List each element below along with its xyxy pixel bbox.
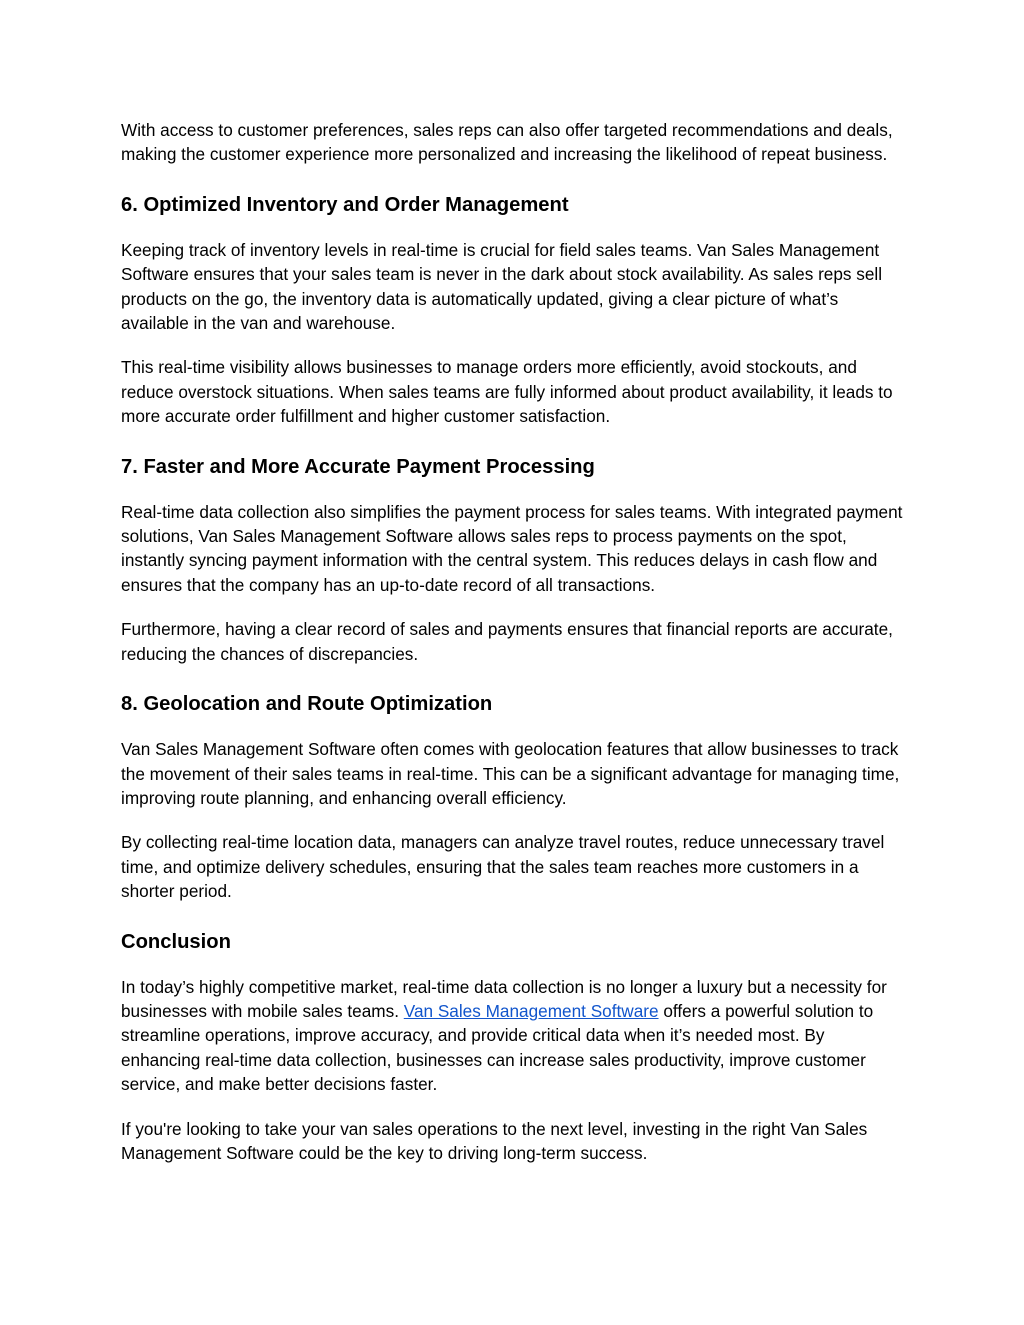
conclusion-paragraph-2: If you're looking to take your van sales operations to the next level, investing in the right Van Sales Management Software could be the key to driving long-term success. [121,1118,868,1163]
intro-paragraph: With access to customer preferences, sales reps can also offer targeted recommendations and deals, making the customer experience more personalized and increasing the likelihood of repeat business. [121,120,893,165]
van-sales-software-link[interactable]: Van Sales Management Software [403,1000,659,1021]
conclusion-heading: Conclusion [121,930,231,953]
section-7-heading: 7. Faster and More Accurate Payment Processing [121,455,595,478]
section-6-heading: 6. Optimized Inventory and Order Management [121,193,569,216]
section-7-paragraph-2: Furthermore, having a clear record of sales and payments ensures that financial reports are accurate, reducing the chances of discrepancies. [121,619,893,664]
section-7-paragraph-1: Real-time data collection also simplifies the payment process for sales teams. With integrated payment solutions, Van Sales Management Software allows sales reps to process payments on the spot, instantly syncing payment information with the central system. This reduces delays in cash flow and ensures that the company has an up-to-date record of all transactions. [121,501,903,595]
section-8-paragraph-1: Van Sales Management Software often comes with geolocation features that allow businesses to track the movement of their sales teams in real-time. This can be a significant advantage for managing time, improving route planning, and enhancing overall efficiency. [121,739,900,808]
section-8-heading: 8. Geolocation and Route Optimization [121,693,493,716]
conclusion-text-after-link: offers a powerful solution to streamline operations, improve accuracy, and provide critical data when it’s needed most. By enhancing real-time data collection, businesses can increase sales productivity, improve customer service, and make better decisions faster. [121,1000,874,1095]
section-8-paragraph-2: By collecting real-time location data, managers can analyze travel routes, reduce unnecessary travel time, and optimize delivery schedules, ensuring that the sales team reaches more customers in a shorter period. [121,832,885,902]
conclusion-text-before-link: In today’s highly competitive market, real-time data collection is no longer a luxury but a necessity for businesses with mobile sales teams. [121,976,887,1021]
document-page [121,118,906,1165]
section-6-paragraph-1: Keeping track of inventory levels in real-time is crucial for field sales teams. Van Sales Management Software ensures that your sales team is never in the dark about stock availability. As sales reps sell products on the go, the inventory data is automatically updated, giving a clear picture of what’s available in the van and warehouse. [121,239,883,334]
section-6-paragraph-2: This real-time visibility allows businesses to manage orders more efficiently, avoid stockouts, and reduce overstock situations. When sales teams are fully informed about product availability, it leads to more accurate order fulfillment and higher customer satisfaction. [121,357,893,427]
conclusion-paragraph-1 [121,975,906,1097]
